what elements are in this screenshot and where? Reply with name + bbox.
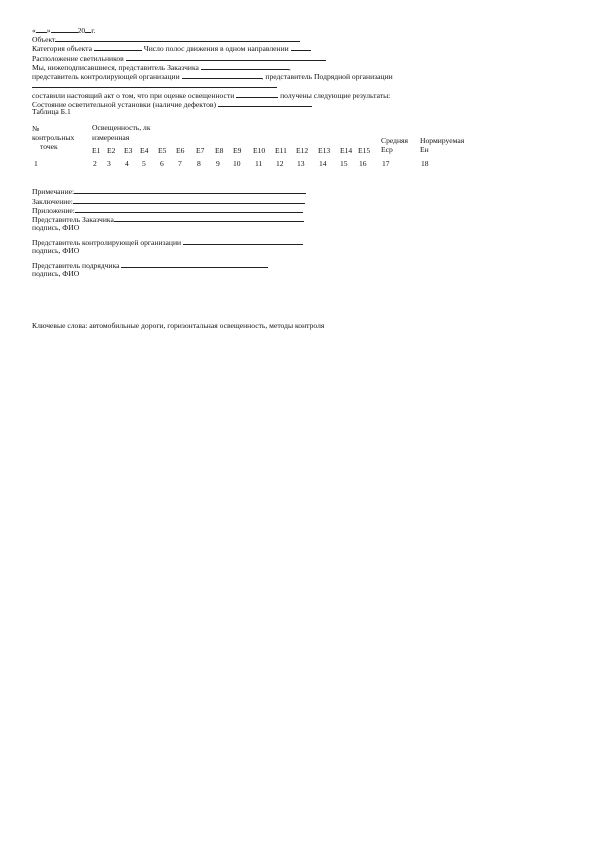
e-column-header: E1 xyxy=(92,146,101,155)
column-number: 7 xyxy=(178,159,182,168)
e-column-header: E4 xyxy=(140,146,149,155)
subcontractor-label: представитель Подрядной организации xyxy=(265,72,393,81)
column-number: 13 xyxy=(297,159,305,168)
column-number: 11 xyxy=(255,159,263,168)
column-number: 3 xyxy=(107,159,111,168)
customer-rep-label: Мы, нижеподписавшиеся, представитель Заказчика xyxy=(32,63,199,72)
control-sign-caption: подпись, ФИО xyxy=(32,246,80,255)
column-number: 2 xyxy=(93,159,97,168)
column-number: 6 xyxy=(160,159,164,168)
e-column-header: E15 xyxy=(358,146,371,155)
lighting-layout-label: Расположение светильников xyxy=(32,54,124,63)
points-header-line-1: № xyxy=(32,124,40,133)
points-header-line-2: контрольных xyxy=(32,133,75,142)
object-field[interactable] xyxy=(55,34,300,42)
points-header-line-3: точек xyxy=(40,142,58,151)
e-column-header: E7 xyxy=(196,146,205,155)
e-column-header: E2 xyxy=(107,146,116,155)
e-column-header: E14 xyxy=(340,146,353,155)
column-number: 18 xyxy=(421,159,429,168)
act-result: получены следующие результаты: xyxy=(280,91,391,100)
conclusion-field[interactable] xyxy=(73,196,305,204)
note-field[interactable] xyxy=(74,186,306,194)
column-number: 14 xyxy=(319,159,327,168)
column-number: 10 xyxy=(233,159,241,168)
e-column-header: E13 xyxy=(318,146,331,155)
customer-rep-field[interactable] xyxy=(201,62,289,70)
control-rep-sign-field[interactable] xyxy=(183,237,303,245)
installation-state-line xyxy=(32,99,312,109)
column-number: 15 xyxy=(340,159,348,168)
column-number: 9 xyxy=(216,159,220,168)
avg-header xyxy=(381,136,408,154)
contractor-rep-sign-label: Представитель подрядчика xyxy=(32,261,120,270)
avg-header-line-2: Еср xyxy=(381,145,393,154)
appendix-label: Приложение: xyxy=(32,206,75,215)
date-year-prefix: 20 xyxy=(77,26,86,35)
act-text: составили настоящий акт о том, что при оценке освещенности xyxy=(32,91,235,100)
e-column-header: E9 xyxy=(233,146,242,155)
date-day-blank[interactable] xyxy=(36,25,47,33)
date-year-suffix: г. xyxy=(91,26,96,35)
contractor-sign-caption: подпись, ФИО xyxy=(32,269,80,278)
norm-header xyxy=(420,136,464,154)
appendix-field[interactable] xyxy=(75,205,303,213)
note-line xyxy=(32,186,306,196)
date-month-blank[interactable] xyxy=(51,25,78,33)
category-field[interactable] xyxy=(94,43,142,51)
e-column-header: E8 xyxy=(215,146,224,155)
customer-sign-caption: подпись, ФИО xyxy=(32,223,80,232)
e-column-header: E10 xyxy=(253,146,266,155)
note-label: Примечание: xyxy=(32,187,75,196)
column-number: 16 xyxy=(359,159,367,168)
object-label: Объект xyxy=(32,35,56,44)
category-label: Категория объекта xyxy=(32,44,92,53)
control-rep-sign-label: Представитель контролирующей организации xyxy=(32,238,182,247)
points-header xyxy=(32,124,74,151)
installation-state-label: Состояние осветительной установки (наличие дефектов) xyxy=(32,100,217,109)
customer-rep-sign-label: Представитель Заказчика xyxy=(32,215,114,224)
column-number: 5 xyxy=(142,159,146,168)
lighting-layout-field[interactable] xyxy=(126,53,326,61)
column-number: 8 xyxy=(197,159,201,168)
control-org-field[interactable] xyxy=(182,71,262,79)
subcontractor-field-line xyxy=(32,80,277,90)
category-line xyxy=(32,43,311,53)
e-column-header: E5 xyxy=(158,146,167,155)
control-org-label: представитель контролирующей организации xyxy=(32,72,180,81)
lanes-field[interactable] xyxy=(291,43,311,51)
e-column-header: E12 xyxy=(296,146,309,155)
conclusion-label: Заключение: xyxy=(32,197,73,206)
keywords: Ключевые слова: автомобильные дороги, горизонтальная освещенность, методы контроля xyxy=(32,321,325,330)
column-number: 17 xyxy=(382,159,390,168)
act-date-field[interactable] xyxy=(236,90,278,98)
norm-header-line-2: Ен xyxy=(420,145,429,154)
reps-line: представитель контролирующей организации , представитель Подрядной организации xyxy=(32,72,393,81)
subcontractor-field[interactable] xyxy=(32,80,277,88)
lanes-label: Число полос движения в одном направлении xyxy=(143,44,289,53)
date-close-quote: » xyxy=(46,26,51,35)
illum-header-line-1: Освещенность, лк xyxy=(92,123,151,132)
e-column-header: E3 xyxy=(124,146,133,155)
column-number: 1 xyxy=(34,159,38,168)
column-number: 12 xyxy=(276,159,284,168)
contractor-rep-sign-field[interactable] xyxy=(121,260,268,268)
signatories-line: Мы, нижеподписавшиеся, представитель Заказчика , xyxy=(32,63,291,72)
e-column-header: E11 xyxy=(275,146,287,155)
norm-header-line-1: Нормируемая xyxy=(420,136,465,145)
installation-state-field[interactable] xyxy=(218,99,312,107)
avg-header-line-1: Средняя xyxy=(381,136,409,145)
column-number: 4 xyxy=(125,159,129,168)
illum-header-line-2: измеренная xyxy=(92,133,130,142)
date-open-quote: « xyxy=(32,26,36,35)
table-caption: Таблица Б.1 xyxy=(32,107,71,116)
customer-rep-sign-field[interactable] xyxy=(114,214,304,222)
illum-header xyxy=(92,120,151,141)
e-column-header: E6 xyxy=(176,146,185,155)
